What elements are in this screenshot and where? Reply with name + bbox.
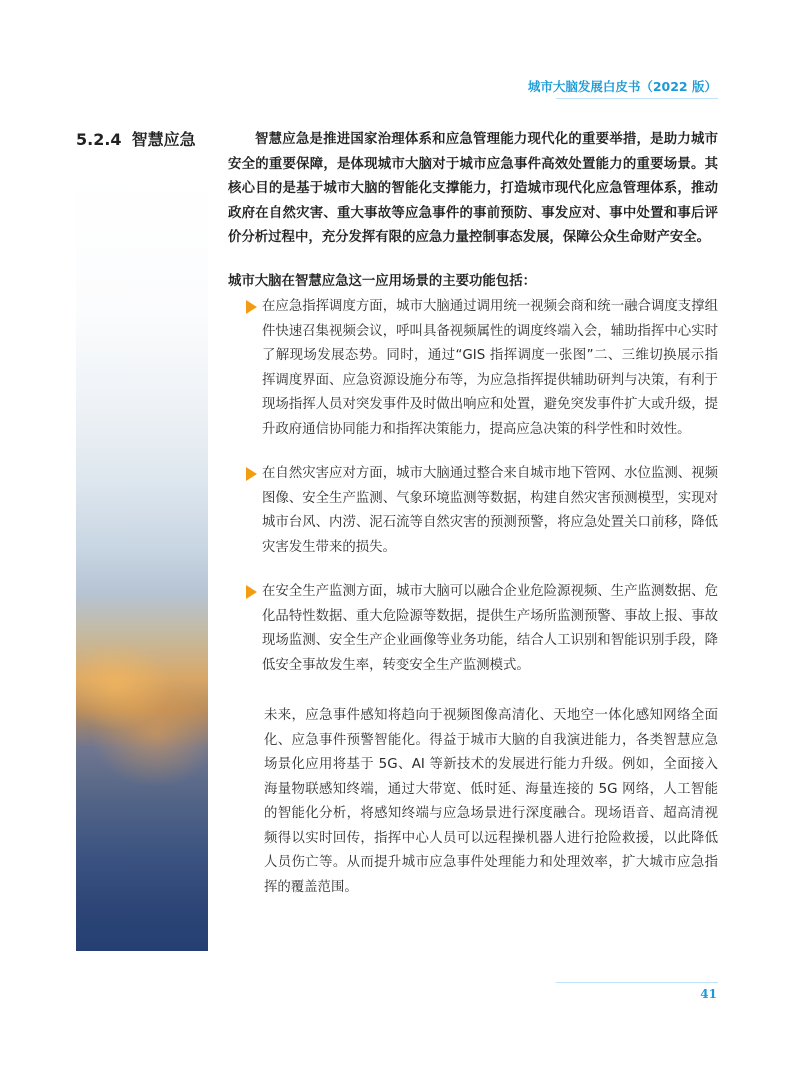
bullet-item-emergency-dispatch (246, 295, 718, 442)
future-paragraph: 未来，应急事件感知将趋向于视频图像高清化、天地空一体化感知网络全面化、应急事件预警智能化。得益于城市大脑的自我演进能力，各类智慧应急场景化应用将基于 5G、AI 等新技术的发展进行能力升级。例如，全面接入海量物联感知终端，通过大带宽、低时延、海量连接的 5G 网络，人工智能的智能化分析，将感知终端与应急场景进行深度融合。现场语音、超高清视频得以实时回传，指挥中心人员可以远程操机器人进行抢险救援，以此降低人员伤亡等。从而提升城市应急事件处理能力和处理效率，扩大城市应急指挥的覆盖范围。 (264, 708, 718, 895)
play-triangle-icon (246, 300, 257, 314)
section-number: 5.2.4 (76, 130, 122, 149)
bullet-text: 在自然灾害应对方面，城市大脑通过整合来自城市地下管网、水位监测、视频图像、安全生产监测、气象环境监测等数据，构建自然灾害预测模型，实现对城市台风、内涝、泥石流等自然灾害的预测预警，将应急处置关口前移，降低灾害发生带来的损失。 (262, 466, 718, 555)
section-heading (76, 127, 196, 150)
header-divider (556, 98, 718, 99)
section-title: 智慧应急 (131, 130, 196, 149)
footer-divider (556, 982, 718, 983)
intro-paragraph: 智慧应急是推进国家治理体系和应急管理能力现代化的重要举措，是助力城市安全的重要保障，是体现城市大脑对于城市应急事件高效处置能力的重要场景。其核心目的是基于城市大脑的智能化支撑能力，打造城市现代化应急管理体系，推动政府在自然灾害、重大事故等应急事件的事前预防、事发应对、事中处置和事后评价分析过程中，充分发挥有限的应急力量控制事态发展，保障公众生命财产安全。 (228, 132, 718, 245)
bullet-text: 在安全生产监测方面，城市大脑可以融合企业危险源视频、生产监测数据、危化品特性数据、重大危险源等数据，提供生产场所监测预警、事故上报、事故现场监测、安全生产企业画像等业务功能，结合人工识别和智能识别手段，降低安全事故发生率，转变安全生产监测模式。 (262, 584, 718, 673)
running-header-title: 城市大脑发展白皮书（2022 版） (527, 79, 717, 94)
play-triangle-icon (246, 467, 257, 481)
play-triangle-icon (246, 585, 257, 599)
functions-label: 城市大脑在智慧应急这一应用场景的主要功能包括： (228, 274, 536, 289)
city-night-photo (76, 172, 208, 951)
bullet-item-natural-disaster (246, 462, 718, 560)
page-number: 41 (700, 987, 717, 1001)
bullet-item-safety-monitoring (246, 580, 718, 678)
bullet-text: 在应急指挥调度方面，城市大脑通过调用统一视频会商和统一融合调度支撑组件快速召集视频会议，呼叫具备视频属性的调度终端入会，辅助指挥中心实时了解现场发展态势。同时，通过“GIS 指挥调度一张图”二、三维切换展示指挥调度界面、应急资源设施分布等，为应急指挥提供辅助研判与决策，有利于现场指挥人员对突发事件及时做出响应和处置，避免突发事件扩大或升级，提升政府通信协同能力和指挥决策能力，提高应急决策的科学性和时效性。 (262, 299, 718, 437)
